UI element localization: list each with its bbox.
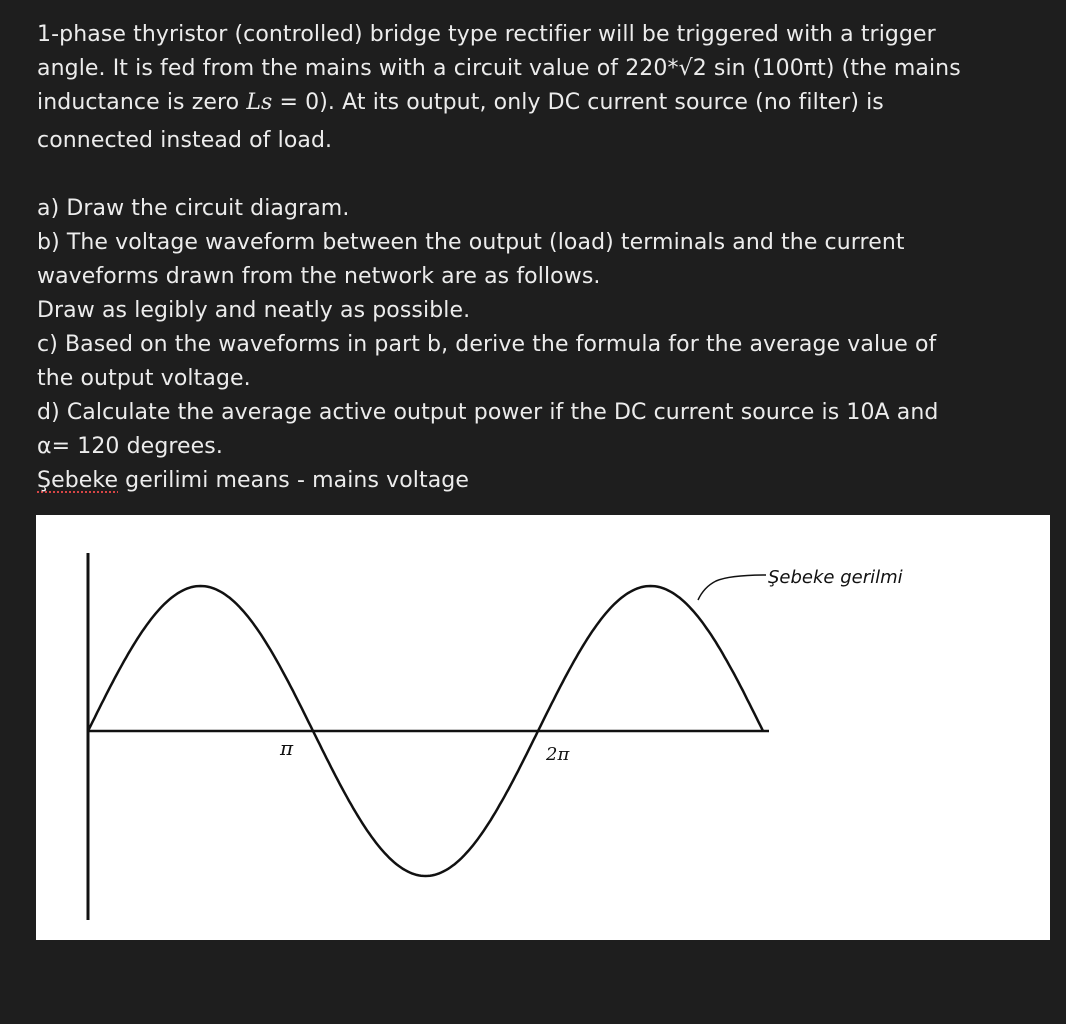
waveform-svg <box>36 515 1050 940</box>
spellcheck-word: Şebeke <box>37 468 119 493</box>
intro-line-2: angle. It is fed from the mains with a circuit value of 220*√2 sin (100πt) (the mains <box>37 56 961 81</box>
intro-line-4: connected instead of load. <box>37 128 333 153</box>
waveform-figure <box>36 515 1050 940</box>
translation-note-rest: gerilimi means - mains voltage <box>118 468 470 493</box>
intro-line-3-a: inductance is zero <box>37 90 247 115</box>
curve-label: Şebeke gerilmi <box>768 567 903 588</box>
part-a: a) Draw the circuit diagram. <box>37 196 350 221</box>
label-leader-line <box>698 575 766 600</box>
spacer <box>37 158 1047 192</box>
part-c-line-2: the output voltage. <box>37 366 251 391</box>
ls-symbol: Ls <box>246 90 273 115</box>
tick-2pi: 2π <box>546 744 570 765</box>
part-b-line-2: waveforms drawn from the network are as follows. <box>37 264 601 289</box>
intro-line-3-b: = 0). At its output, only DC current source (no filter) is <box>272 90 884 115</box>
part-b-line-1: b) The voltage waveform between the output (load) terminals and the current <box>37 230 905 255</box>
translation-note <box>37 464 1047 498</box>
intro-line-3 <box>37 86 1047 120</box>
intro-line-1: 1-phase thyristor (controlled) bridge type rectifier will be triggered with a trigger <box>37 22 936 47</box>
part-d-line-2: α= 120 degrees. <box>37 434 223 459</box>
part-d-line-1: d) Calculate the average active output power if the DC current source is 10A and <box>37 400 939 425</box>
part-b-line-3: Draw as legibly and neatly as possible. <box>37 298 471 323</box>
part-c-line-1: c) Based on the waveforms in part b, derive the formula for the average value of <box>37 332 937 357</box>
tick-pi: π <box>280 736 294 760</box>
problem-text <box>37 18 1047 498</box>
